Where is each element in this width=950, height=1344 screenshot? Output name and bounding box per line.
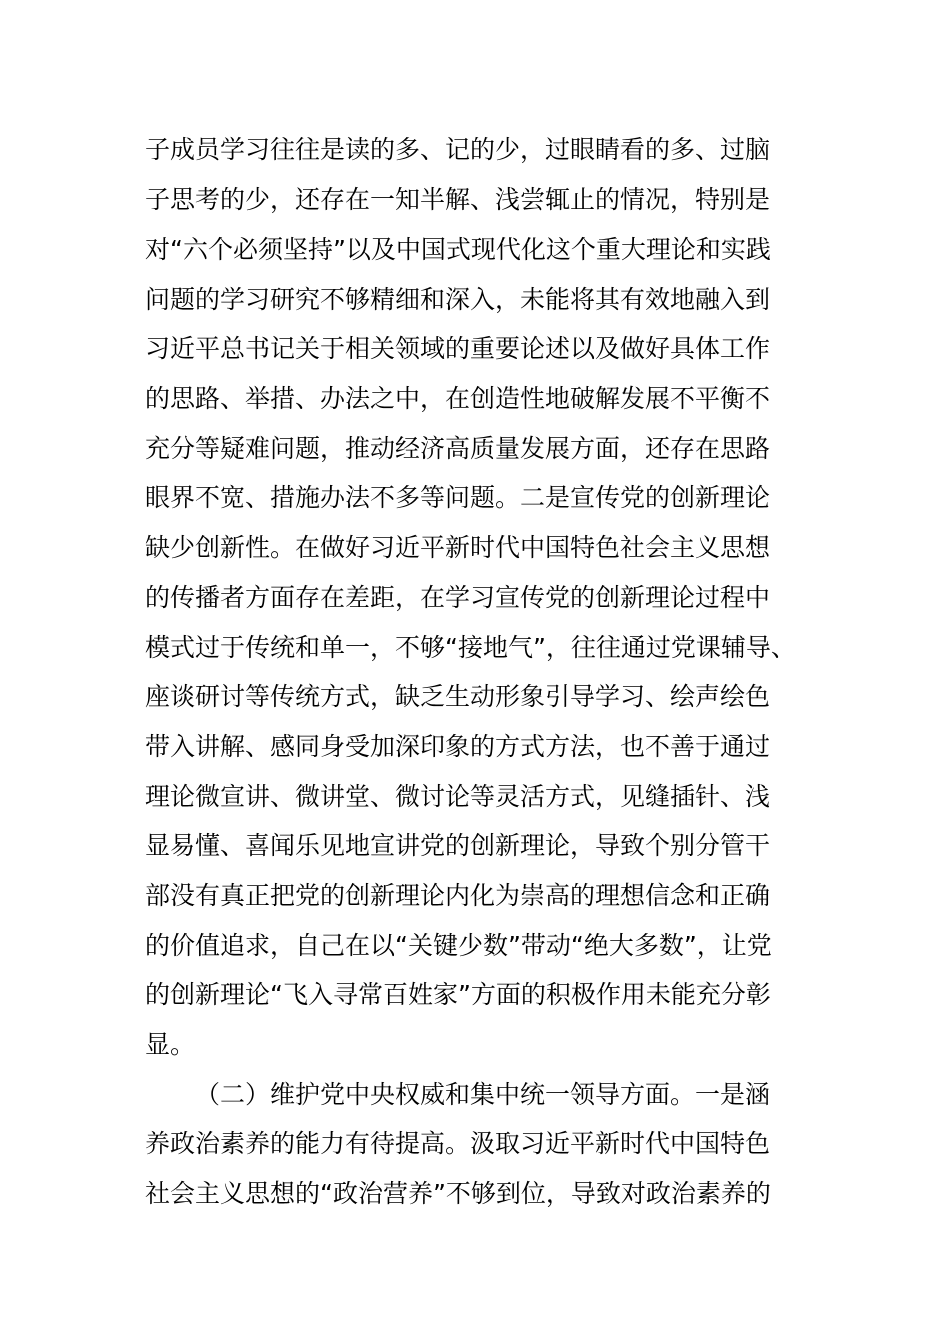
text-line: 的创新理论“飞入寻常百姓家”方面的积极作用未能充分彰 xyxy=(145,980,771,1009)
text-line: 带入讲解、感同身受加深印象的方式方法，也不善于通过 xyxy=(145,732,771,761)
text-line: 的思路、举措、办法之中，在创造性地破解发展不平衡不 xyxy=(145,384,771,413)
text-line: 习近平总书记关于相关领域的重要论述以及做好具体工作 xyxy=(145,334,771,363)
text-line: 模式过于传统和单一，不够“接地气”，往往通过党课辅导、 xyxy=(145,633,796,662)
text-line: 部没有真正把党的创新理论内化为崇高的理想信念和正确 xyxy=(145,881,771,910)
section-heading-line: （二）维护党中央权威和集中统一领导方面。一是涵 xyxy=(195,1080,771,1109)
text-line: 对“六个必须坚持”以及中国式现代化这个重大理论和实践 xyxy=(145,235,771,264)
text-line: 养政治素养的能力有待提高。汲取习近平新时代中国特色 xyxy=(145,1129,771,1158)
text-line: 问题的学习研究不够精细和深入，未能将其有效地融入到 xyxy=(145,285,771,314)
text-line: 理论微宣讲、微讲堂、微讨论等灵活方式，见缝插针、浅 xyxy=(145,782,771,811)
text-line: 的传播者方面存在差距，在学习宣传党的创新理论过程中 xyxy=(145,583,771,612)
text-line: 社会主义思想的“政治营养”不够到位，导致对政治素养的 xyxy=(145,1179,771,1208)
text-line: 的价值追求，自己在以“关键少数”带动“绝大多数”，让党 xyxy=(145,931,772,960)
text-line: 显。 xyxy=(145,1030,196,1059)
text-line: 子思考的少，还存在一知半解、浅尝辄止的情况，特别是 xyxy=(145,185,771,214)
text-line: 眼界不宽、措施办法不多等问题。二是宣传党的创新理论 xyxy=(145,483,771,512)
text-line: 显易懂、喜闻乐见地宣讲党的创新理论，导致个别分管干 xyxy=(145,831,771,860)
text-line: 充分等疑难问题，推动经济高质量发展方面，还存在思路 xyxy=(145,434,771,463)
text-line: 缺少创新性。在做好习近平新时代中国特色社会主义思想 xyxy=(145,533,771,562)
text-line: 子成员学习往往是读的多、记的少，过眼睛看的多、过脑 xyxy=(145,135,771,164)
text-line: 座谈研讨等传统方式，缺乏生动形象引导学习、绘声绘色 xyxy=(145,682,771,711)
